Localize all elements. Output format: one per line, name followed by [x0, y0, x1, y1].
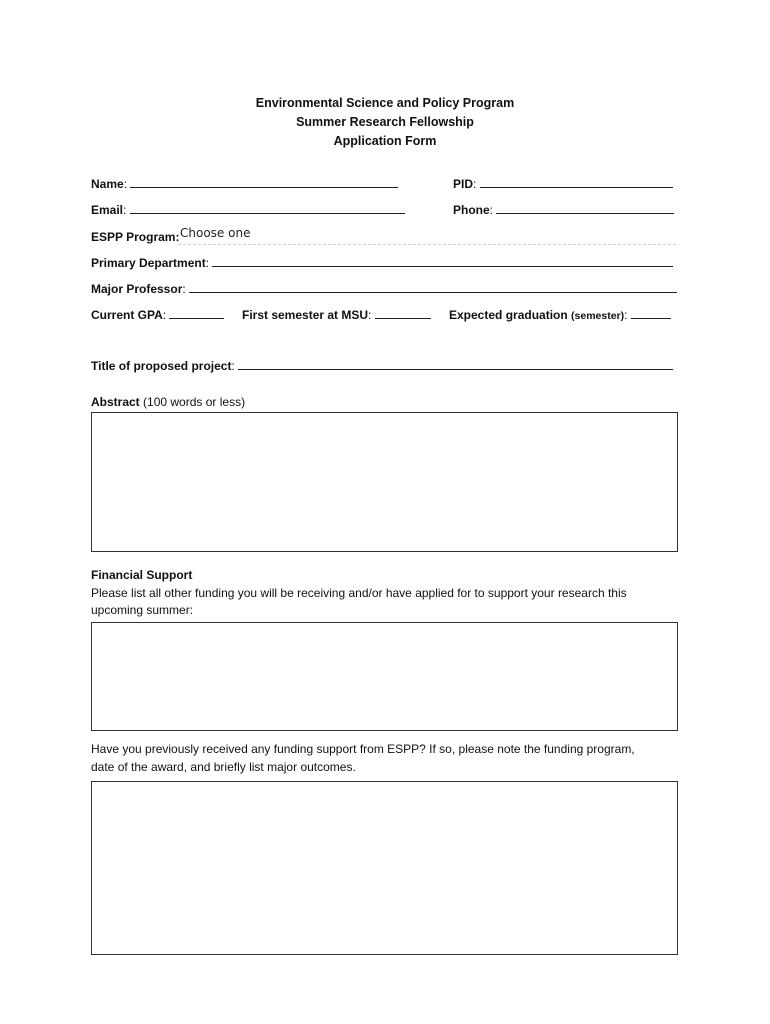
- abstract-note: (100 words or less): [143, 395, 246, 409]
- financial-support-text-1: Please list all other funding you will be receiving and/or have applied for to support your research this: [91, 585, 627, 600]
- financial-support-text-2: upcoming summer:: [91, 603, 194, 617]
- name-row: Name:: [91, 176, 398, 192]
- graduation-note: (semester): [571, 310, 625, 322]
- abstract-label: Abstract: [91, 395, 140, 409]
- financial-support-section: [91, 567, 681, 620]
- abstract-heading: [91, 394, 245, 410]
- name-label: Name: [91, 177, 124, 191]
- espp-row: [91, 229, 179, 245]
- espp-label: ESPP Program:: [91, 230, 180, 244]
- name-field[interactable]: [130, 176, 398, 188]
- professor-row: Major Professor:: [91, 281, 677, 297]
- form-title-fellowship: Summer Research Fellowship: [296, 115, 474, 129]
- first-semester-row: First semester at MSU:: [242, 307, 431, 323]
- email-field[interactable]: [130, 202, 405, 214]
- professor-field[interactable]: [189, 281, 677, 293]
- first-semester-field[interactable]: [375, 307, 431, 319]
- pid-label: PID: [453, 177, 474, 191]
- email-row: Email:: [91, 202, 405, 218]
- professor-label: Major Professor: [91, 282, 183, 296]
- form-title-application: Application Form: [333, 134, 437, 148]
- graduation-row: Expected graduation (semester):: [449, 307, 671, 324]
- previous-funding-textarea[interactable]: [91, 781, 678, 955]
- gpa-row: Current GPA:: [91, 307, 224, 323]
- project-title-row: Title of proposed project:: [91, 358, 673, 374]
- project-title-label: Title of proposed project: [91, 359, 232, 373]
- financial-support-heading: Financial Support: [91, 568, 193, 582]
- email-label: Email: [91, 203, 124, 217]
- phone-label: Phone: [453, 203, 490, 217]
- previous-funding-text-1: Have you previously received any funding support from ESPP? If so, please note the funding program,: [91, 742, 635, 756]
- project-title-field[interactable]: [238, 358, 673, 370]
- espp-program-select[interactable]: [178, 226, 676, 245]
- previous-funding-text-2: date of the award, and briefly list major outcomes.: [91, 759, 356, 774]
- previous-funding-section: [91, 741, 681, 776]
- phone-field[interactable]: [496, 202, 674, 214]
- pid-row: PID:: [453, 176, 673, 192]
- graduation-field[interactable]: [631, 307, 671, 319]
- first-semester-label: First semester at MSU: [242, 308, 369, 322]
- financial-support-textarea[interactable]: [91, 622, 678, 731]
- gpa-field[interactable]: [169, 307, 224, 319]
- department-field[interactable]: [212, 255, 673, 267]
- espp-program-value: Choose one: [180, 226, 251, 240]
- gpa-label: Current GPA: [91, 308, 163, 322]
- form-title-program: Environmental Science and Policy Program: [255, 96, 515, 110]
- phone-row: Phone:: [453, 202, 674, 218]
- department-row: Primary Department:: [91, 255, 673, 271]
- abstract-textarea[interactable]: [91, 412, 678, 552]
- department-label: Primary Department: [91, 256, 206, 270]
- graduation-label: Expected graduation: [449, 308, 568, 322]
- pid-field[interactable]: [480, 176, 673, 188]
